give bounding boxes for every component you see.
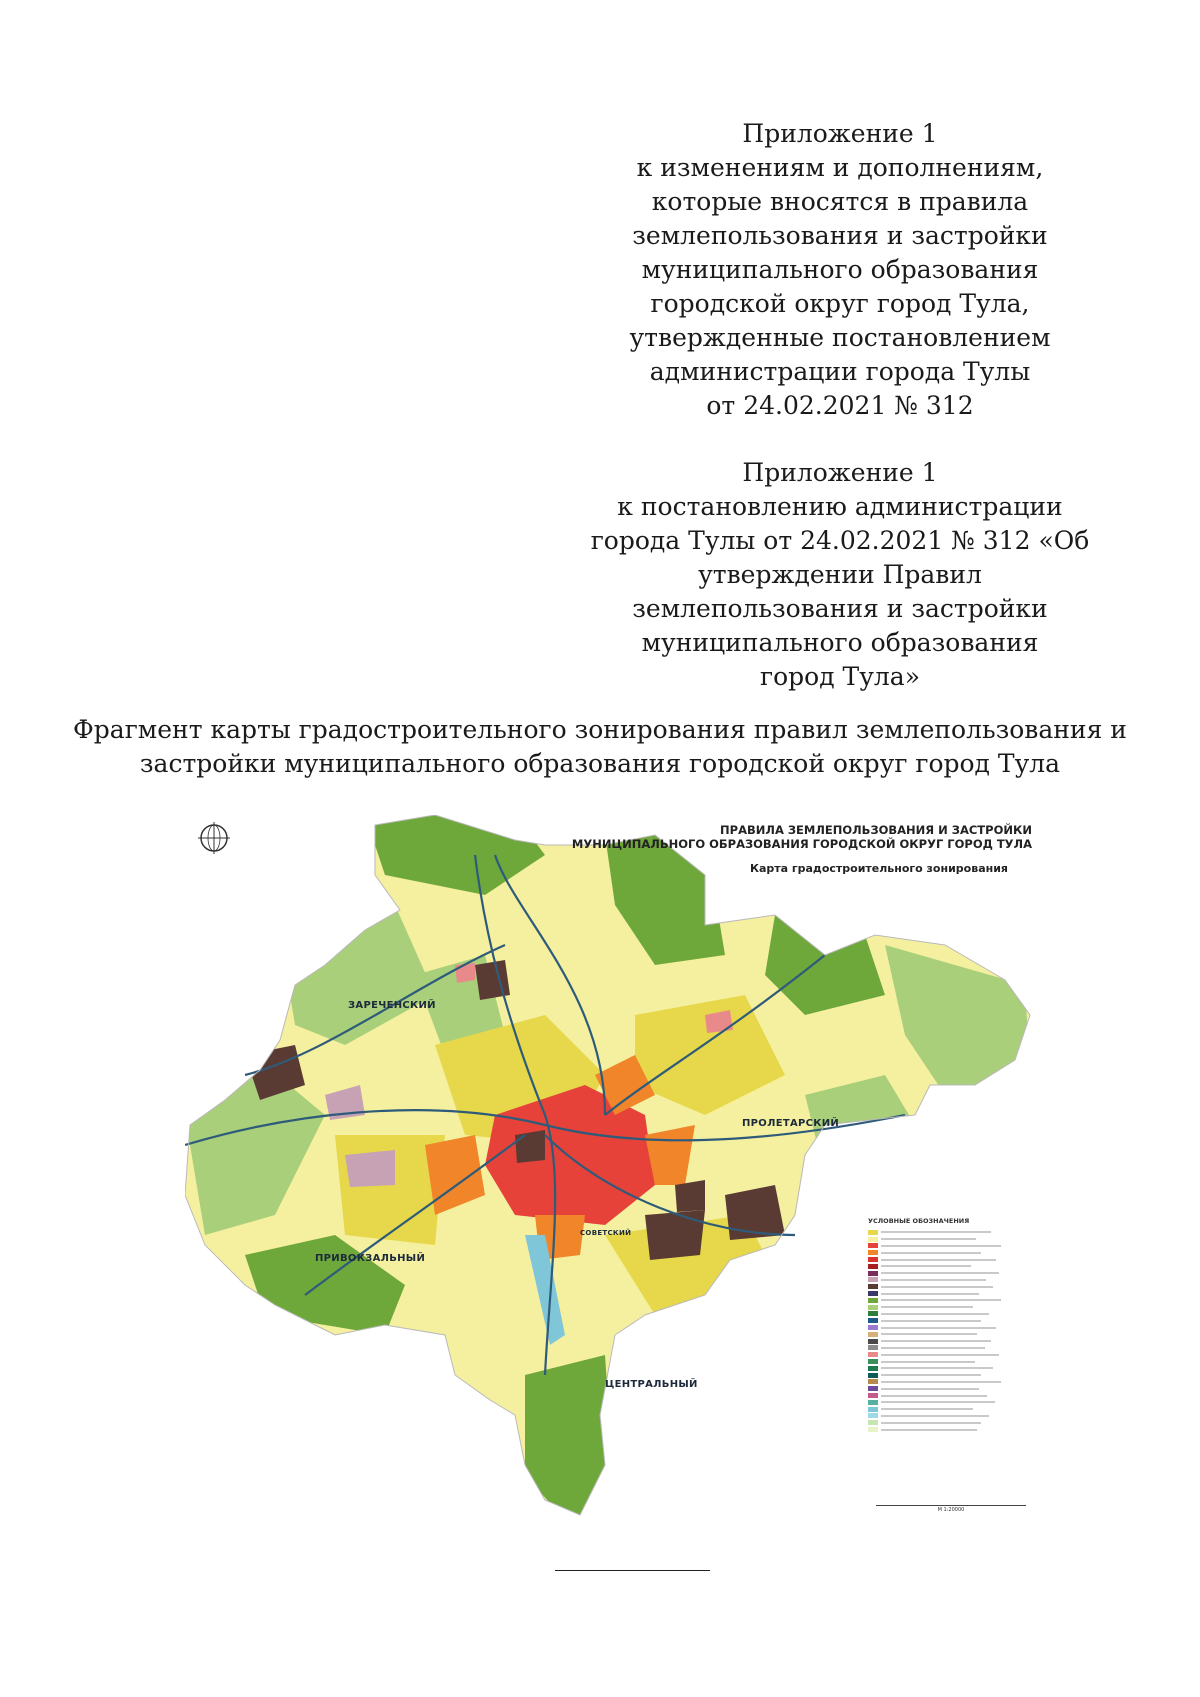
legend-row bbox=[868, 1331, 1026, 1338]
appendix-2-line: утверждении Правил bbox=[698, 560, 982, 589]
legend-row bbox=[868, 1365, 1026, 1372]
legend-row bbox=[868, 1358, 1026, 1365]
appendix-1-line: от 24.02.2021 № 312 bbox=[706, 391, 974, 420]
legend-row bbox=[868, 1338, 1026, 1345]
appendix-2-line: землепользования и застройки bbox=[632, 594, 1048, 623]
map-title-line: ПРАВИЛА ЗЕМЛЕПОЛЬЗОВАНИЯ И ЗАСТРОЙКИ bbox=[720, 823, 1032, 837]
special-zone bbox=[345, 1150, 395, 1187]
appendix-1-line: муниципального образования bbox=[641, 255, 1039, 284]
appendix-1-line: администрации города Тулы bbox=[649, 357, 1031, 386]
legend-row bbox=[868, 1385, 1026, 1392]
appendix-2-header bbox=[580, 456, 1100, 694]
fragment-title bbox=[60, 713, 1140, 781]
legend-row bbox=[868, 1399, 1026, 1406]
district-label-sovetsky: СОВЕТСКИЙ bbox=[580, 1229, 632, 1237]
legend-row bbox=[868, 1270, 1026, 1277]
legend-row bbox=[868, 1236, 1026, 1243]
legend-row bbox=[868, 1290, 1026, 1297]
district-label-zarechensky: ЗАРЕЧЕНСКИЙ bbox=[348, 1000, 436, 1011]
special-zone bbox=[455, 963, 475, 983]
forest-zone bbox=[525, 1355, 615, 1520]
legend-row bbox=[868, 1243, 1026, 1250]
map-subtitle: Карта градостроительного зонирования bbox=[749, 862, 1008, 875]
legend-row bbox=[868, 1311, 1026, 1318]
appendix-1-line: Приложение 1 bbox=[742, 119, 938, 148]
fragment-title-line: застройки муниципального образования городской округ город Тула bbox=[139, 749, 1061, 778]
appendix-1-header bbox=[580, 117, 1100, 423]
legend-row bbox=[868, 1351, 1026, 1358]
legend-title: УСЛОВНЫЕ ОБОЗНАЧЕНИЯ bbox=[868, 1217, 970, 1225]
legend-row bbox=[868, 1263, 1026, 1270]
legend-row bbox=[868, 1392, 1026, 1399]
legend-row bbox=[868, 1317, 1026, 1324]
closing-rule bbox=[555, 1570, 710, 1571]
legend-row bbox=[868, 1372, 1026, 1379]
industrial-zone bbox=[515, 1130, 545, 1163]
appendix-2-line: Приложение 1 bbox=[742, 458, 938, 487]
map-title bbox=[572, 823, 1032, 851]
appendix-1-line: городской округ город Тула, bbox=[650, 289, 1030, 318]
appendix-2-line: город Тула» bbox=[759, 662, 920, 691]
legend-row bbox=[868, 1413, 1026, 1420]
map-title-line: МУНИЦИПАЛЬНОГО ОБРАЗОВАНИЯ ГОРОДСКОЙ ОКРУГ ГОРОД ТУЛА bbox=[571, 837, 1032, 851]
appendix-1-line: утвержденные постановлением bbox=[629, 323, 1051, 352]
legend-row bbox=[868, 1419, 1026, 1426]
appendix-2-line: муниципального образования bbox=[641, 628, 1039, 657]
legend-row bbox=[868, 1379, 1026, 1386]
appendix-1-line: к изменениям и дополнениям, bbox=[636, 153, 1044, 182]
legend-row bbox=[868, 1345, 1026, 1352]
legend-row bbox=[868, 1283, 1026, 1290]
legend-row bbox=[868, 1406, 1026, 1413]
legend-row bbox=[868, 1229, 1026, 1236]
legend-row bbox=[868, 1277, 1026, 1284]
industrial-zone bbox=[675, 1180, 705, 1212]
district-label-proletarsky: ПРОЛЕТАРСКИЙ bbox=[742, 1118, 840, 1129]
legend-row bbox=[868, 1304, 1026, 1311]
appendix-2-line: к постановлению администрации bbox=[617, 492, 1063, 521]
appendix-2-line: города Тулы от 24.02.2021 № 312 «Об bbox=[590, 526, 1090, 555]
fragment-title-line: Фрагмент карты градостроительного зонирования правил землепользования и bbox=[73, 715, 1127, 744]
district-label-tsentralny: ЦЕНТРАЛЬНЫЙ bbox=[605, 1379, 698, 1390]
legend-row bbox=[868, 1256, 1026, 1263]
industrial-zone bbox=[475, 960, 510, 1000]
district-label-privokzalny: ПРИВОКЗАЛЬНЫЙ bbox=[315, 1253, 426, 1264]
map-legend bbox=[866, 1215, 1026, 1515]
industrial-zone bbox=[645, 1210, 705, 1260]
map-scale: М 1:20000 bbox=[876, 1505, 1026, 1513]
appendix-1-line: которые вносятся в правила bbox=[651, 187, 1029, 216]
legend-row bbox=[868, 1249, 1026, 1256]
legend-row bbox=[868, 1297, 1026, 1304]
legend-row bbox=[868, 1324, 1026, 1331]
compass-icon bbox=[196, 820, 232, 856]
appendix-1-line: землепользования и застройки bbox=[632, 221, 1048, 250]
legend-row bbox=[868, 1426, 1026, 1433]
